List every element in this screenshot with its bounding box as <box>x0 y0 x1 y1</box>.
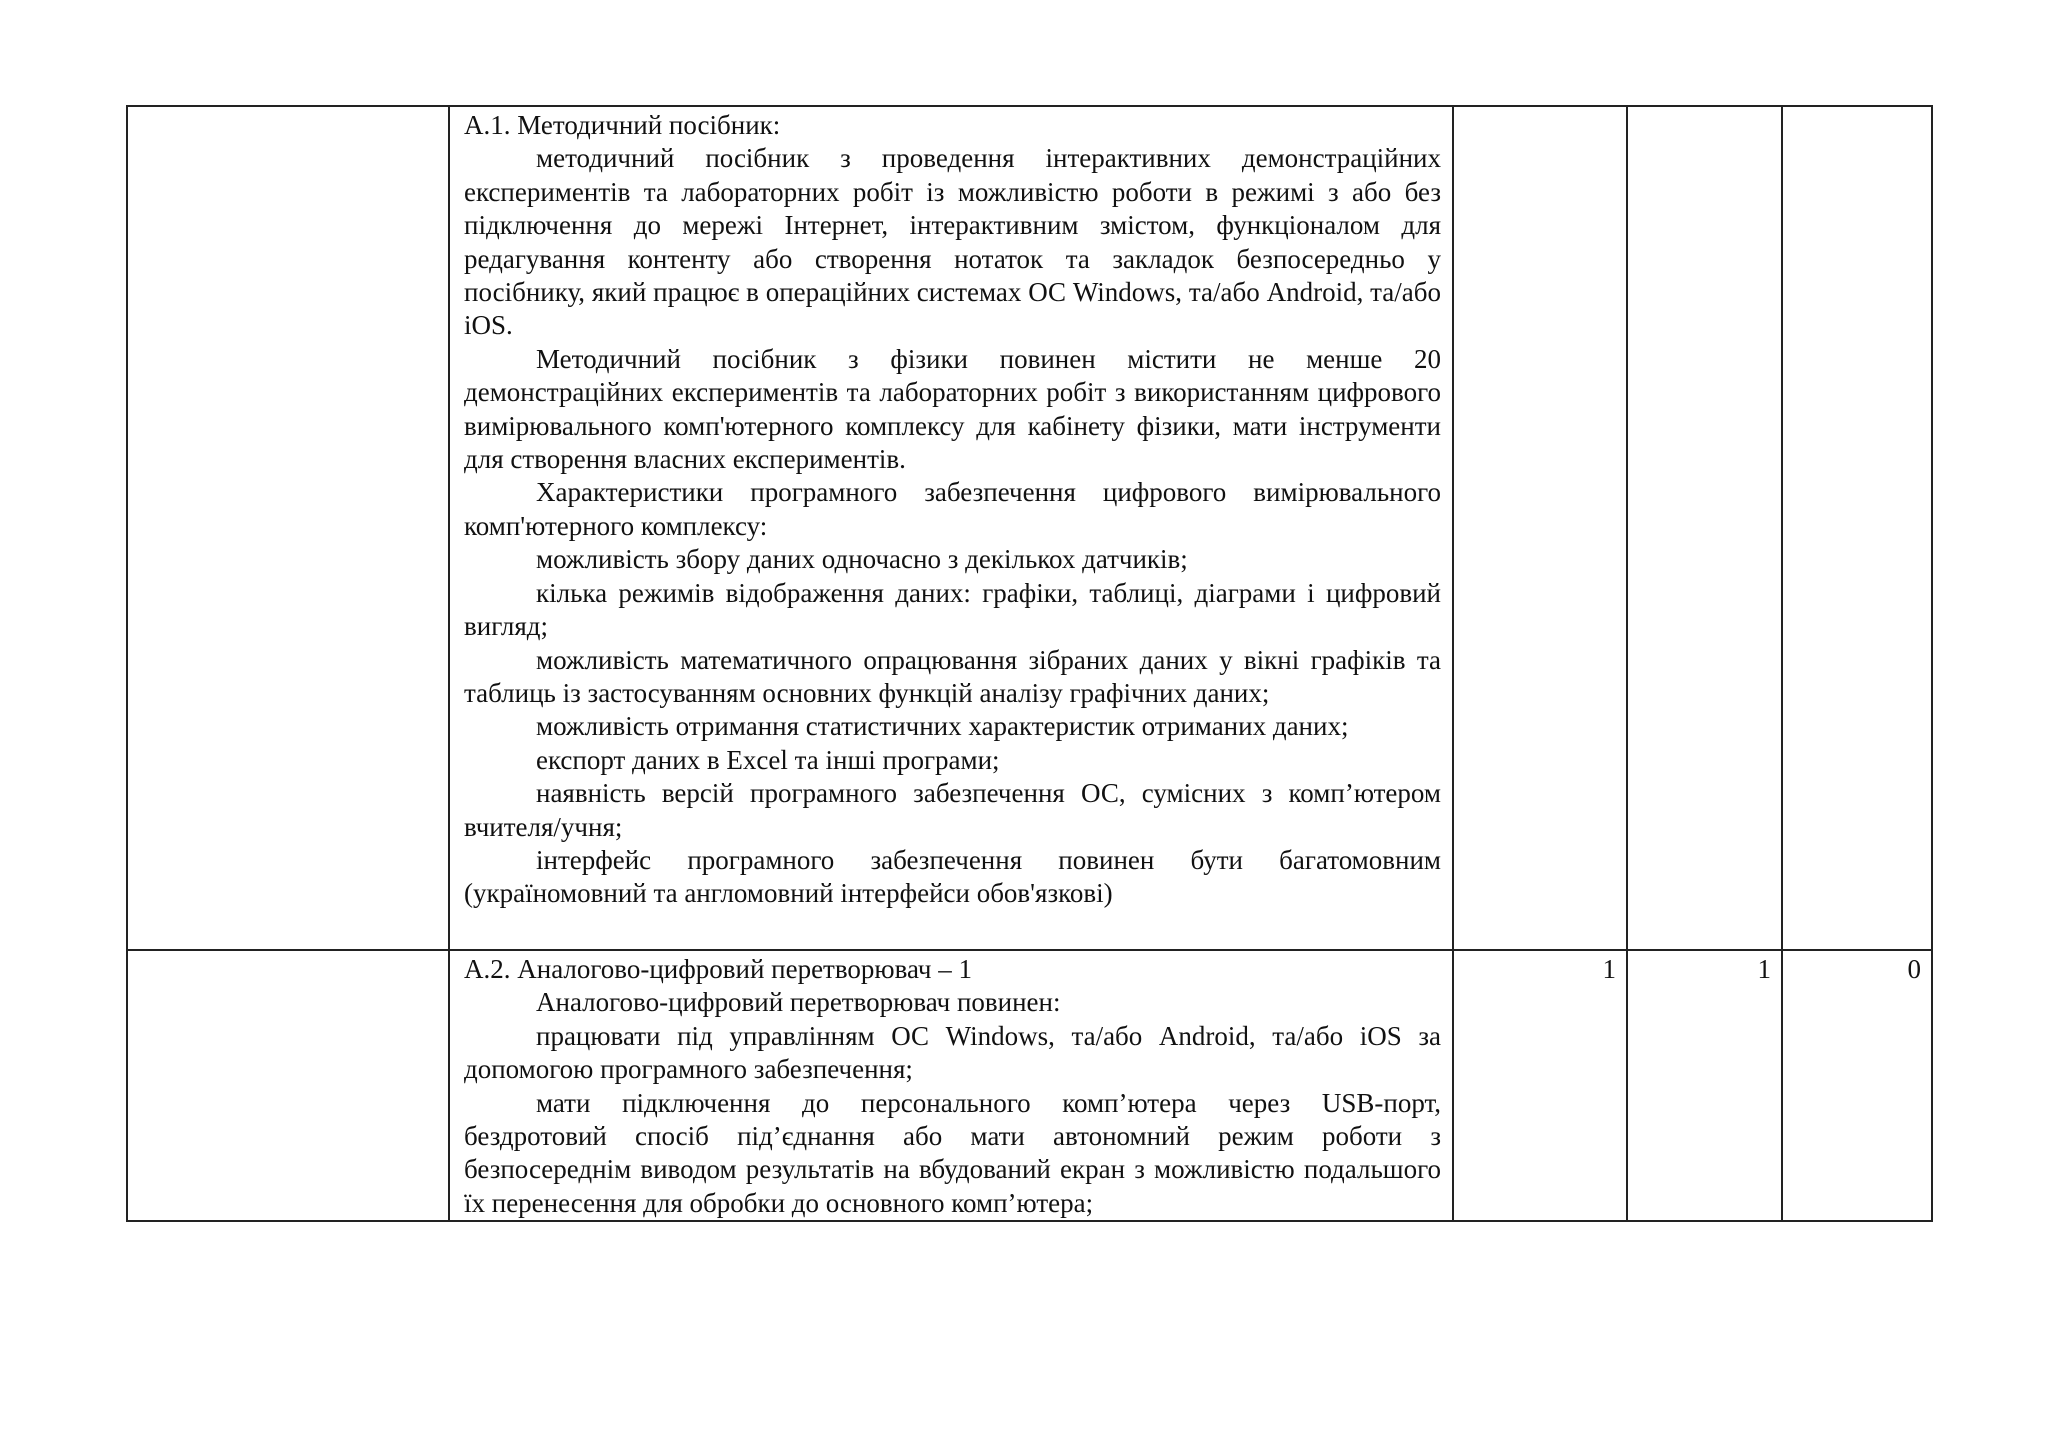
quantity-value: 1 <box>1627 950 1782 1221</box>
paragraph: експорт даних в Excel та інші програми; <box>536 744 1000 775</box>
paragraph: Аналогово-цифровий перетворювач повинен: <box>536 987 1061 1018</box>
item-title: А.1. Методичний посібник: <box>464 110 781 140</box>
description-cell <box>449 106 1453 950</box>
paragraph: мати підключення до персонального комп’ютера через USB-порт, бездротовий спосіб під’єднання або мати автономний режим роботи з безпосереднім виводом результатів на вбудований екран з можливістю подальшого їх перенесення для обробки до основного комп’ютера; <box>464 1087 1441 1218</box>
empty-cell <box>127 950 449 1221</box>
value-cell <box>1453 106 1627 950</box>
paragraph: інтерфейс програмного забезпечення повинен бути багатомовним (україномовний та англомовний інтерфейси обов'язкові) <box>464 844 1441 909</box>
item-title: А.2. Аналогово-цифровий перетворювач – 1 <box>464 954 972 984</box>
quantity-value: 1 <box>1453 950 1627 1221</box>
paragraph: можливість отримання статистичних характеристик отриманих даних; <box>536 711 1349 742</box>
paragraph: наявність версій програмного забезпечення ОС, сумісних з комп’ютером вчителя/учня; <box>464 778 1441 842</box>
value-cell <box>1627 106 1782 950</box>
quantity-value: 0 <box>1782 950 1932 1221</box>
paragraph: методичний посібник з проведення інтерактивних демонстраційних експериментів та лабораторних робіт із можливістю роботи в режимі з або без підключення до мережі Інтернет, інтерактивним змістом, функціоналом для редагування контенту або створення нотаток та закладок безпосередньо у посібнику, який працює в операційних системах ОС Windows, та/або Android, та/або iOS. <box>464 143 1441 341</box>
paragraph: Характеристики програмного забезпечення цифрового вимірювального комп'ютерного комплексу: <box>464 477 1441 541</box>
table-row <box>127 106 1932 950</box>
paragraph: працювати під управлінням ОС Windows, та/або Android, та/або iOS за допомогою програмного забезпечення; <box>464 1020 1441 1085</box>
description-cell <box>449 950 1453 1221</box>
value-cell <box>1782 106 1932 950</box>
paragraph: можливість збору даних одночасно з декількох датчиків; <box>536 544 1188 575</box>
paragraph: кілька режимів відображення даних: графіки, таблиці, діаграми і цифровий вигляд; <box>464 577 1441 642</box>
paragraph: можливість математичного опрацювання зібраних даних у вікні графіків та таблиць із застосуванням основних функцій аналізу графічних даних; <box>464 644 1441 708</box>
paragraph: Методичний посібник з фізики повинен містити не менше 20 демонстраційних експериментів та лабораторних робіт з використанням цифрового вимірювального комп'ютерного комплексу для кабінету фізики, мати інструменти для створення власних експериментів. <box>464 343 1441 475</box>
empty-cell <box>127 106 449 950</box>
table-row <box>127 950 1932 1221</box>
specification-table <box>126 105 1933 1222</box>
